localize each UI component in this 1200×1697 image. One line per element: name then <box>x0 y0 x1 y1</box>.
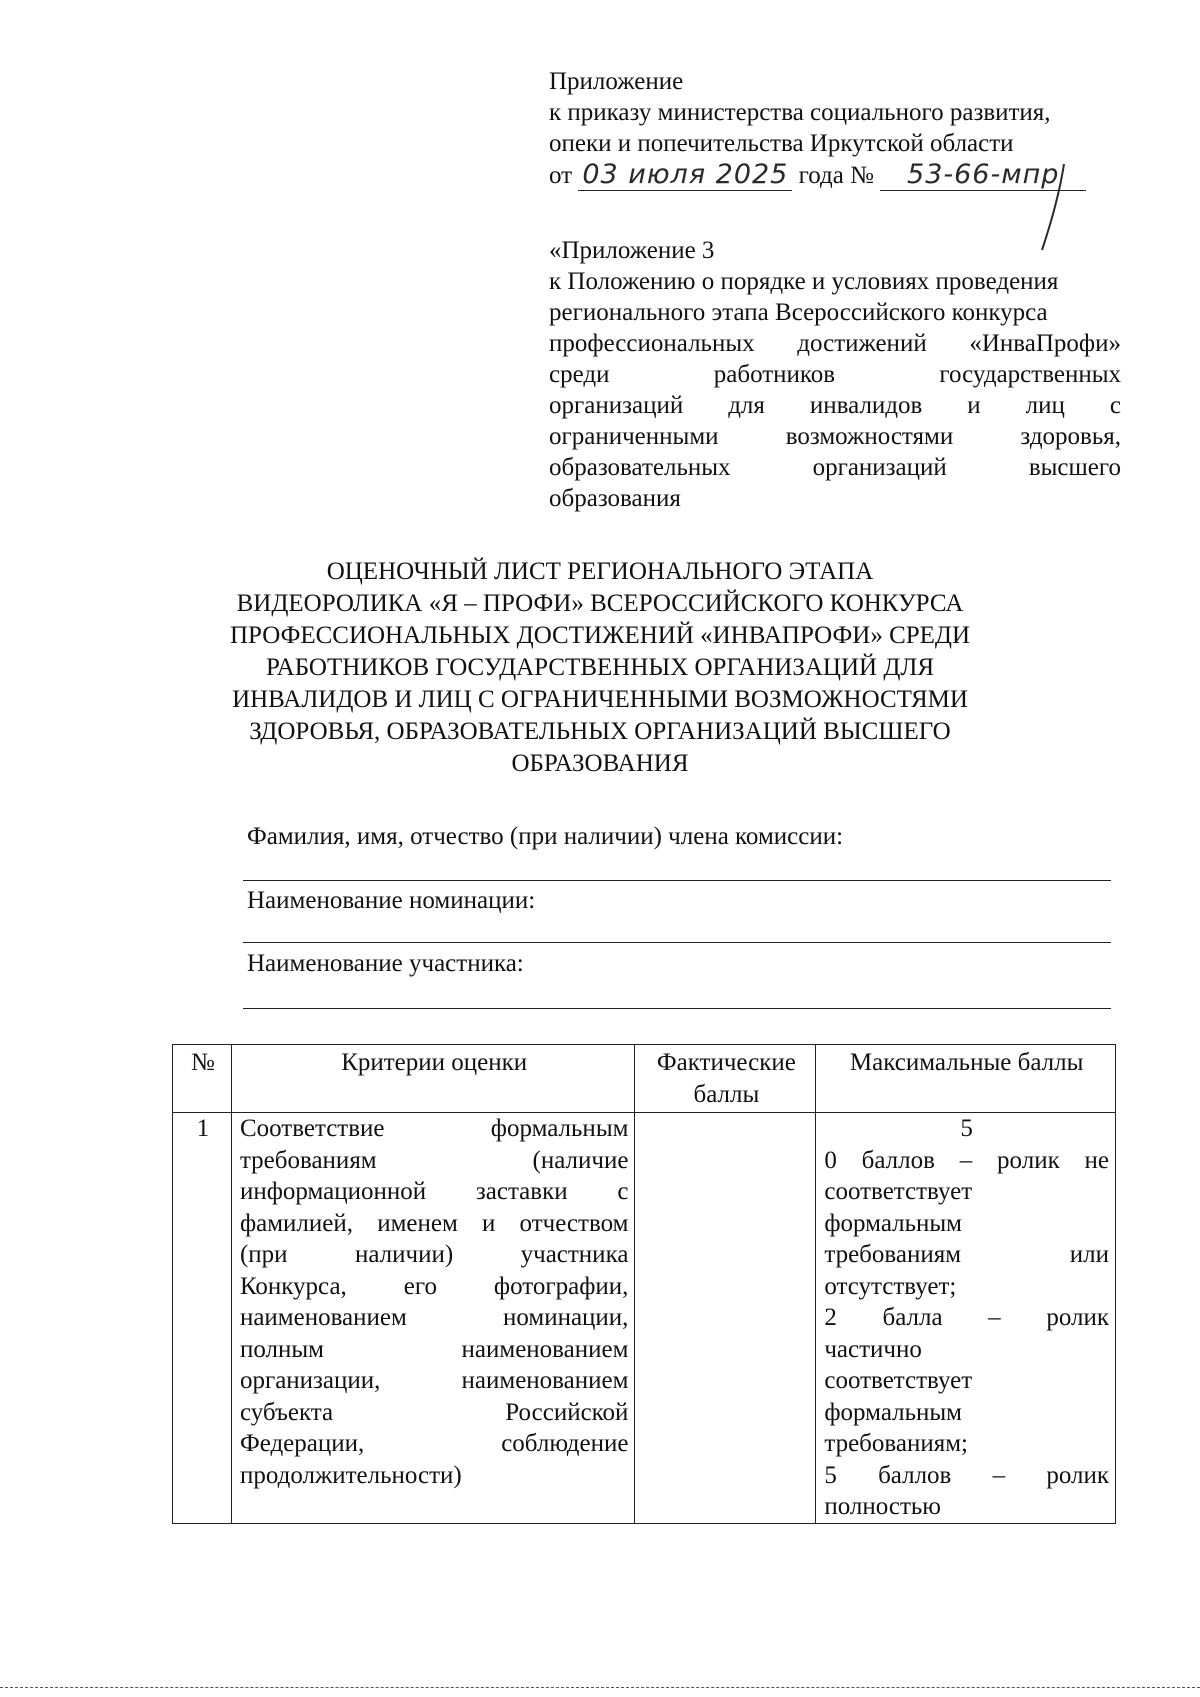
header-number: № <box>173 1045 232 1113</box>
criteria-line: фамилией, именем и отчеством <box>239 1209 629 1237</box>
title-line-6: ЗДОРОВЬЯ, ОБРАЗОВАТЕЛЬНЫХ ОРГАНИЗАЦИЙ ВЫСШЕГО <box>249 718 951 745</box>
max-points-line: требованиям или <box>824 1241 1109 1268</box>
approval-line-2: к приказу министерства социального развития, <box>549 99 1051 126</box>
row-actual-points <box>635 1113 816 1524</box>
max-points-line: отсутствует; <box>824 1272 957 1300</box>
title-line-1: ОЦЕНОЧНЫЙ ЛИСТ РЕГИОНАЛЬНОГО ЭТАПА <box>326 558 874 585</box>
attachment-line-2: к Положению о порядке и условиях проведения <box>549 268 1059 295</box>
participant-blank-line <box>243 1008 1111 1009</box>
criteria-line: субъекта Российской <box>239 1398 629 1426</box>
title-line-7: ОБРАЗОВАНИЯ <box>511 750 689 777</box>
table-header-row <box>173 1045 1116 1113</box>
attachment-line-1: «Приложение 3 <box>549 237 715 264</box>
attachment-line-8: образовательных организаций высшего <box>549 454 1121 481</box>
criteria-line: Федерации, соблюдение <box>239 1430 629 1457</box>
header-actual-points: Фактические баллы <box>635 1045 816 1113</box>
year-number-label: года № <box>798 162 874 189</box>
max-points-line: требованиям; <box>824 1430 968 1457</box>
title-line-5: ИНВАЛИДОВ И ЛИЦ С ОГРАНИЧЕННЫМИ ВОЗМОЖНОСТЯМИ <box>232 686 968 713</box>
row-number: 1 <box>173 1113 232 1524</box>
criteria-line: наименованием номинации, <box>239 1304 629 1331</box>
max-points-line: 0 баллов – ролик не <box>824 1146 1109 1174</box>
max-points-line: 2 балла – ролик <box>824 1304 1109 1331</box>
title-line-2: ВИДЕОРОЛИКА «Я – ПРОФИ» ВСЕРОССИЙСКОГО КОНКУРСА <box>236 590 964 617</box>
page-bottom-rule <box>0 1687 1200 1688</box>
header-criteria: Критерии оценки <box>231 1045 635 1113</box>
attachment-line-7: ограниченными возможностями здоровья, <box>549 423 1121 450</box>
criteria-line: информационной заставки с <box>239 1178 629 1205</box>
handwritten-order-number: 53-66-мпр <box>880 159 1086 191</box>
criteria-line: Конкурса, его фотографии, <box>239 1272 629 1300</box>
attachment-line-6: организаций для инвалидов и лиц с <box>549 392 1121 419</box>
max-points-line: 5 баллов – ролик <box>824 1461 1109 1489</box>
attachment-line-9: образования <box>549 485 681 512</box>
attachment-line-4: профессиональных достижений «ИнваПрофи» <box>549 330 1121 357</box>
title-line-4: РАБОТНИКОВ ГОСУДАРСТВЕННЫХ ОРГАНИЗАЦИЙ ДЛЯ <box>265 654 935 681</box>
max-points-line: соответствует <box>824 1367 973 1394</box>
participant-label: Наименование участника: <box>247 950 524 977</box>
max-points-line: формальным <box>824 1209 963 1237</box>
max-points-value: 5 <box>960 1115 973 1142</box>
max-points-line: полностью <box>824 1493 941 1520</box>
table-row <box>173 1113 1116 1524</box>
criteria-line: организации, наименованием <box>239 1367 629 1394</box>
criteria-line: продолжительности) <box>239 1461 462 1489</box>
header-max-points: Максимальные баллы <box>816 1045 1116 1113</box>
max-points-line: частично <box>824 1335 922 1363</box>
row-criteria <box>231 1113 635 1524</box>
criteria-table <box>172 1044 1116 1524</box>
criteria-line: полным наименованием <box>239 1335 629 1363</box>
commission-member-blank-line <box>243 880 1111 881</box>
approval-line-3: опеки и попечительства Иркутской области <box>549 130 1014 157</box>
criteria-line: (при наличии) участника <box>239 1241 629 1268</box>
criteria-line: Соответствие формальным <box>239 1115 629 1142</box>
nomination-label: Наименование номинации: <box>247 887 536 914</box>
criteria-line: требованиям (наличие <box>239 1146 629 1174</box>
attachment-line-5: среди работников государственных <box>549 361 1121 388</box>
approval-line-1: Приложение <box>549 68 684 95</box>
commission-member-label: Фамилия, имя, отчество (при наличии) члена комиссии: <box>247 823 844 850</box>
attachment-line-3: регионального этапа Всероссийского конкурса <box>549 299 1048 326</box>
nomination-blank-line <box>243 942 1111 943</box>
max-points-line: формальным <box>824 1398 963 1426</box>
handwritten-date: 03 июля 2025 <box>578 159 792 191</box>
row-max-points <box>816 1113 1116 1524</box>
from-label: от <box>549 162 573 189</box>
title-line-3: ПРОФЕССИОНАЛЬНЫХ ДОСТИЖЕНИЙ «ИНВАПРОФИ» СРЕДИ <box>229 622 971 649</box>
max-points-line: соответствует <box>824 1178 973 1205</box>
